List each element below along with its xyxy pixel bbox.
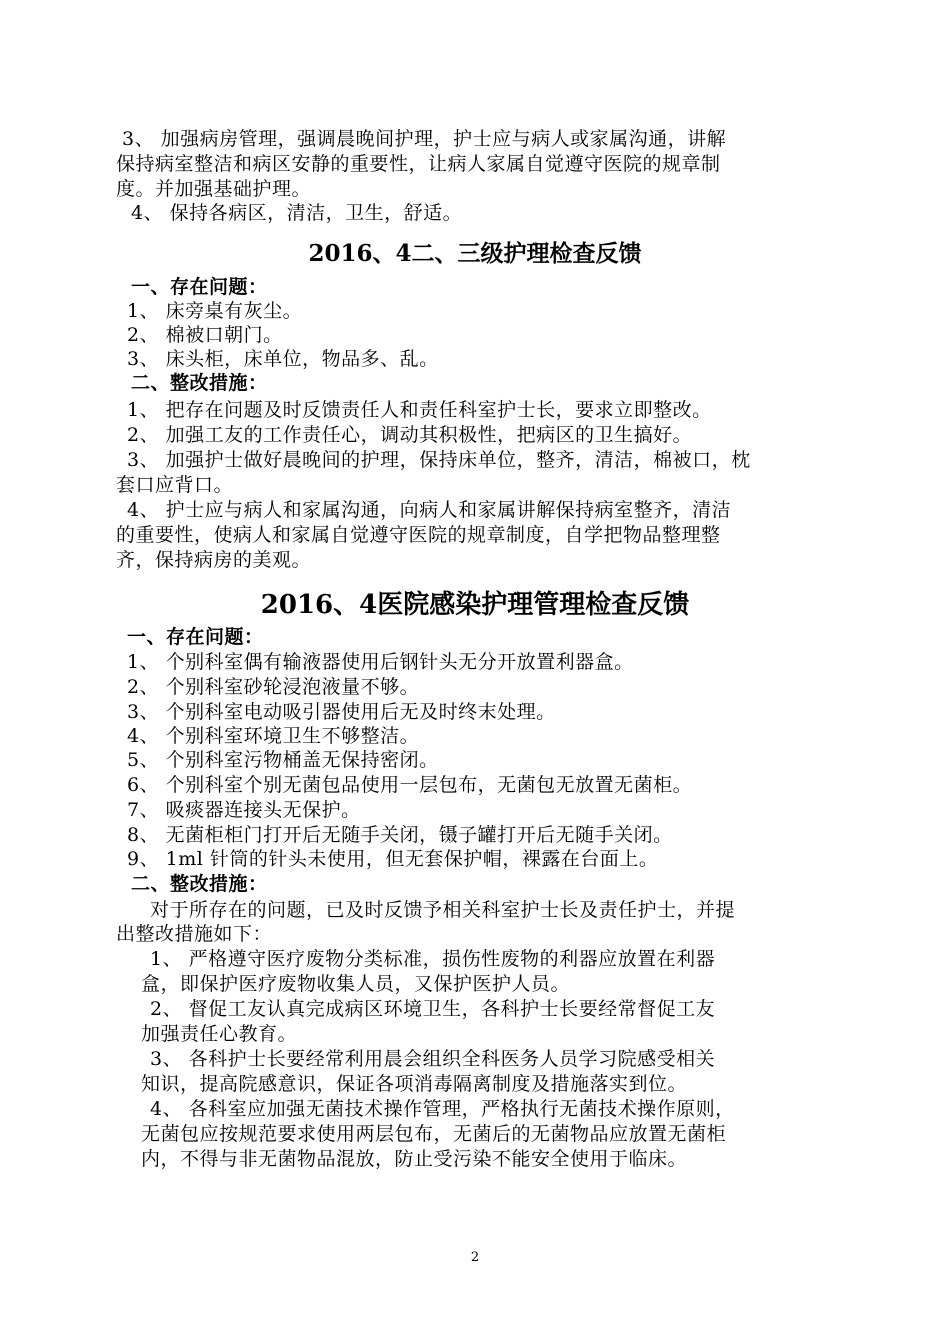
list-item-continuation: 套口应背口。 <box>116 474 234 496</box>
list-item: 4、 个别科室环境卫生不够整洁。 <box>127 725 420 747</box>
list-item-continuation: 的重要性，使病人和家属自觉遵守医院的规章制度，自学把物品整理整 <box>116 524 721 546</box>
list-item-continuation: 齐，保持病房的美观。 <box>116 549 312 571</box>
list-item: 2、 棉被口朝门。 <box>127 324 283 346</box>
paragraph-line: 4、 保持各病区，清洁，卫生，舒适。 <box>131 202 463 224</box>
list-item-continuation: 无菌包应按规范要求使用两层包布，无菌后的无菌物品应放置无菌柜 <box>141 1123 727 1145</box>
paragraph-line: 3、 加强病房管理，强调晨晚间护理，护士应与病人或家属沟通，讲解 <box>122 128 727 150</box>
list-item-continuation: 盒，即保护医疗废物收集人员，又保护医护人员。 <box>141 973 571 995</box>
list-item: 1、 床旁桌有灰尘。 <box>127 300 303 322</box>
measures-heading: 二、整改措施： <box>131 372 268 394</box>
list-item-continuation: 知识，提高院感意识，保证各项消毒隔离制度及措施落实到位。 <box>141 1073 688 1095</box>
page-number: 2 <box>470 1250 480 1265</box>
measures-heading: 二、整改措施： <box>131 873 268 895</box>
list-item: 3、 各科护士长要经常利用晨会组织全科医务人员学习院感受相关 <box>150 1048 716 1070</box>
paragraph-line: 对于所存在的问题，已及时反馈予相关科室护士长及责任护士，并提 <box>150 899 736 921</box>
list-item: 5、 个别科室污物桶盖无保持密闭。 <box>127 749 439 771</box>
list-item: 2、 加强工友的工作责任心，调动其积极性，把病区的卫生搞好。 <box>127 424 693 446</box>
section-title: 2016、4二、三级护理检查反馈 <box>308 240 642 267</box>
list-item: 4、 各科室应加强无菌技术操作管理，严格执行无菌技术操作原则， <box>150 1098 735 1120</box>
paragraph-line: 度。并加强基础护理。 <box>116 178 312 200</box>
problems-heading: 一、存在问题： <box>127 626 264 648</box>
list-item: 3、 床头柜，床单位，物品多、乱。 <box>127 348 439 370</box>
paragraph-line: 保持病室整洁和病区安静的重要性，让病人家属自觉遵守医院的规章制 <box>116 153 721 175</box>
list-item: 1、 把存在问题及时反馈责任人和责任科室护士长，要求立即整改。 <box>127 399 712 421</box>
list-item: 7、 吸痰器连接头无保护。 <box>127 799 361 821</box>
list-item: 1、 个别科室偶有输液器使用后钢针头无分开放置利器盒。 <box>127 651 634 673</box>
list-item: 3、 个别科室电动吸引器使用后无及时终末处理。 <box>127 701 556 723</box>
list-item: 4、 护士应与病人和家属沟通，向病人和家属讲解保持病室整齐，清洁 <box>127 499 732 521</box>
paragraph-line: 出整改措施如下： <box>116 923 273 945</box>
list-item: 2、 督促工友认真完成病区环境卫生，各科护士长要经常督促工友 <box>150 998 716 1020</box>
list-item-continuation: 内，不得与非无菌物品混放，防止受污染不能安全使用于临床。 <box>141 1148 688 1170</box>
list-item: 8、 无菌柜柜门打开后无随手关闭，镊子罐打开后无随手关闭。 <box>127 824 673 846</box>
problems-heading: 一、存在问题： <box>131 276 268 298</box>
list-item: 1、 严格遵守医疗废物分类标准，损伤性废物的利器应放置在利器 <box>150 948 716 970</box>
list-item: 9、 1ml 针筒的针头未使用，但无套保护帽，裸露在台面上。 <box>127 848 659 870</box>
list-item-continuation: 加强责任心教育。 <box>141 1023 298 1045</box>
list-item: 6、 个别科室个别无菌包品使用一层包布，无菌包无放置无菌柜。 <box>127 774 693 796</box>
list-item: 2、 个别科室砂轮浸泡液量不够。 <box>127 676 420 698</box>
list-item: 3、 加强护士做好晨晚间的护理，保持床单位，整齐，清洁，棉被口，枕 <box>127 449 751 471</box>
section-title: 2016、4医院感染护理管理检查反馈 <box>260 590 690 620</box>
